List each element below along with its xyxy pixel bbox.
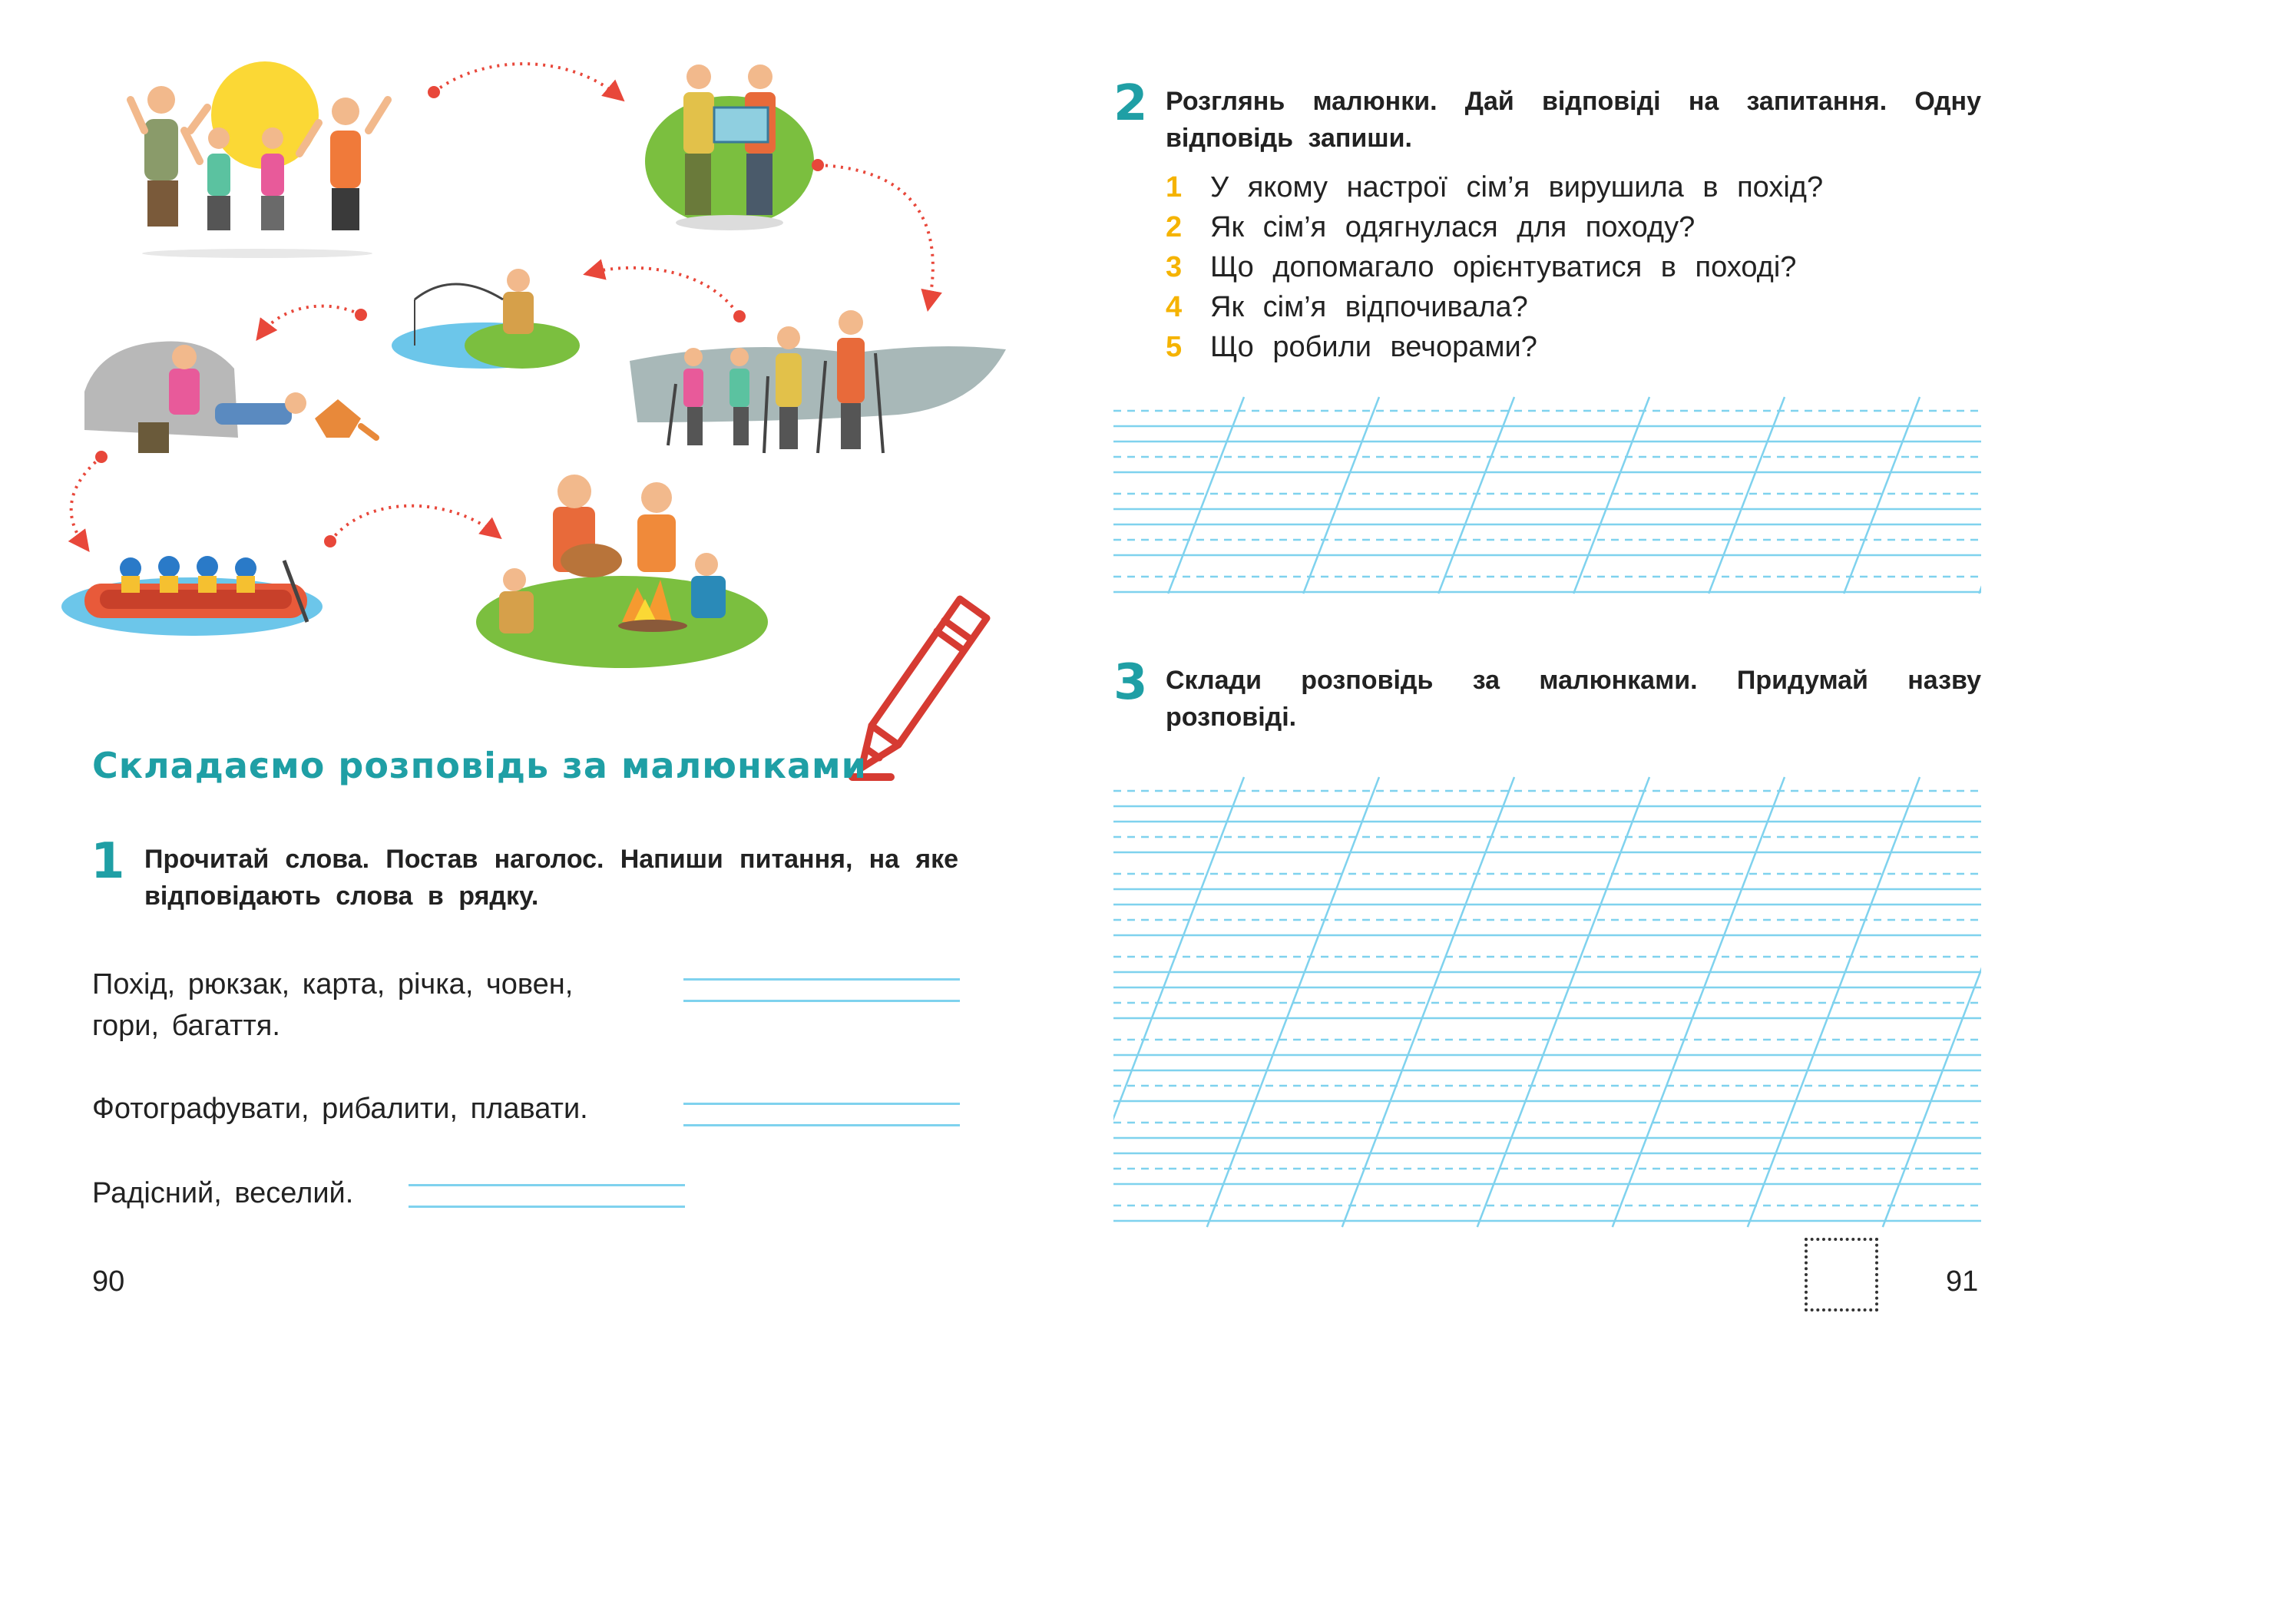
- writing-area-task-2[interactable]: [1113, 395, 1981, 595]
- task-3-number: 3: [1113, 654, 1148, 711]
- task-1-row-1-line-2: гори, багаття.: [92, 1010, 280, 1042]
- answer-line-row-2[interactable]: [683, 1103, 960, 1127]
- pencil-icon: [845, 584, 998, 791]
- self-assessment-box: [1805, 1238, 1878, 1311]
- question-item: 1 У якому настрої сім’я вирушила в похід?: [1166, 171, 1824, 203]
- question-item: 3 Що допомагало орієнтуватися в поході?: [1166, 251, 1797, 283]
- task-2-instruction: Розглянь малюнки. Дай відповіді на запитання. Одну відповідь запиши.: [1166, 87, 1981, 153]
- writing-area-task-3[interactable]: [1113, 776, 1981, 1229]
- slant-line: [1613, 777, 1785, 1227]
- question-item: 5 Що робили вечорами?: [1166, 331, 1537, 363]
- scene-parents-with-map: [645, 64, 814, 230]
- question-item: 2 Як сім’я одягнулася для походу?: [1166, 211, 1696, 243]
- scene-fishing: [392, 269, 580, 369]
- page-number-left: 90: [92, 1265, 125, 1298]
- answer-line-row-1[interactable]: [683, 978, 960, 1003]
- task-1-row-2: Фотографувати, рибалити, плавати.: [92, 1093, 588, 1125]
- scene-photographing-fox: [84, 341, 376, 453]
- task-1-row-3: Радісний, веселий.: [92, 1177, 354, 1209]
- section-title: Складаємо розповідь за малюнками: [92, 745, 867, 786]
- hiking-story-illustrations: [54, 38, 1029, 676]
- scene-campfire: [476, 475, 768, 668]
- task-2-number: 2: [1113, 75, 1148, 132]
- question-item: 4 Як сім’я відпочивала?: [1166, 291, 1528, 323]
- scene-happy-family: [131, 61, 388, 258]
- task-2-questions: [1166, 167, 1823, 367]
- scene-rafting: [61, 556, 323, 636]
- task-3-instruction: Склади розповідь за малюнками. Придумай назву розповіді.: [1166, 666, 1981, 732]
- task-1-row-1-line-1: Похід, рюкзак, карта, річка, човен,: [92, 968, 574, 1001]
- answer-line-row-3[interactable]: [409, 1184, 685, 1209]
- page-number-right: 91: [1946, 1265, 1979, 1298]
- task-1-instruction: Прочитай слова. Постав наголос. Напиши питання, на яке відповідають слова в рядку.: [144, 845, 958, 911]
- scene-family-hiking: [630, 310, 1006, 453]
- task-1-number: 1: [91, 833, 125, 890]
